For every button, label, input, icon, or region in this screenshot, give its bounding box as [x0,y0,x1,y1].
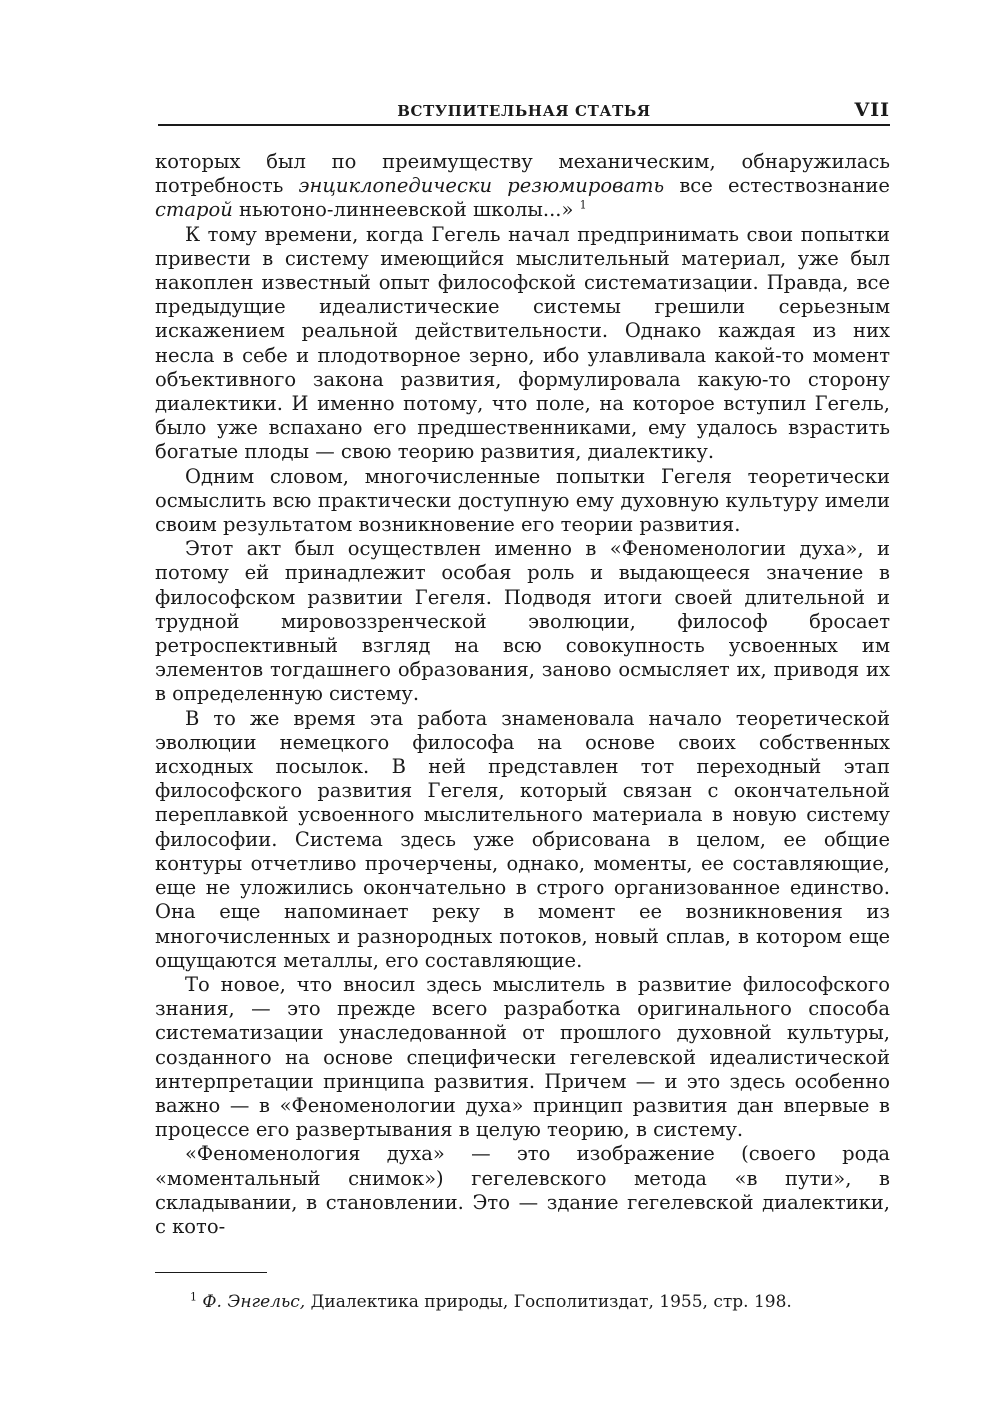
paragraph-1 [155,150,890,223]
footnote [190,1290,792,1314]
running-title: ВСТУПИТЕЛЬНАЯ СТАТЬЯ [397,102,651,120]
paragraph-1-emphasis-a: энциклопедически резюмировать [298,174,665,198]
body-text [155,150,890,1239]
paragraph-4: Этот акт был осуществлен именно в «Феноменологии духа», и потому ей принадлежит особая роль и выдающееся значение в философском развитии Гегеля. Подводя итоги своей длительной и трудной мировоззренческой эволюции, философ бросает ретроспективный взгляд на всю совокупность усвоенных им элементов тогдашнего образования, заново осмысляет их, приводя их в определенную систему. [155,537,890,706]
paragraph-1-text-b: все естествознание [664,174,890,198]
running-header [158,100,890,126]
footnote-reference: 1 [579,198,587,212]
footnote-text: Диалектика природы, Госполитиздат, 1955, стр. 198. [305,1292,792,1312]
paragraph-7: «Феноменология духа» — это изображение (своего рода «моментальный снимок») гегелевского метода «в пути», в складывании, в становлении. Это — здание гегелевской диалектики, с кото- [155,1142,890,1238]
footnote-number: 1 [190,1290,197,1304]
footnote-divider [155,1272,267,1273]
paragraph-1-emphasis-b: старой [155,198,233,222]
paragraph-1-text-a: которых был по преимуществу механическим, обнаружилась потребность [155,150,890,198]
paragraph-3: Одним словом, многочисленные попытки Гегеля теоретически осмыслить всю практически доступную ему духовную культуру имели своим результатом возникновение его теории развития. [155,464,890,537]
paragraph-5: В то же время эта работа знаменовала начало теоретической эволюции немецкого философа на основе своих собственных исходных посылок. В ней представлен тот переходный этап философского развития Гегеля, который связан с окончательной переплавкой усвоенного мыслительного материала в новую систему философии. Система здесь уже обрисована в целом, ее общие контуры отчетливо прочерчены, однако, моменты, ее составляющие, еще не уложились окончательно в строго организованное единство. Она еще напоминает реку в момент ее возникновения из многочисленных и разнородных потоков, новый сплав, в котором еще ощущаются металлы, его составляющие. [155,706,890,972]
footnote-author: Ф. Энгельс, [202,1292,306,1312]
paragraph-6: То новое, что вносил здесь мыслитель в развитие философского знания, — это прежде всего разработка оригинального способа систематизации унаследованной от прошлого духовной культуры, созданного на основе специфически гегелевской идеалистической интерпретации принципа развития. Причем — и это здесь особенно важно — в «Феноменологии духа» принцип развития дан впервые в процессе его развертывания в целую теорию, в систему. [155,972,890,1142]
paragraph-1-text-c: ньютоно-линнеевской школы...» [232,198,580,222]
paragraph-2: К тому времени, когда Гегель начал предпринимать свои попытки привести в систему имеющийся мыслительный материал, уже был накоплен известный опыт философской систематизации. Правда, все предыдущие идеалистические системы грешили серьезным искажением реальной действительности. Однако каждая из них несла в себе и плодотворное зерно, ибо улавливала какой-то момент объективного закона развития, формулировала какую-то сторону диалектики. И именно потому, что поле, на которое вступил Гегель, было уже вспахано его предшественниками, ему удалось взрастить богатые плоды — свою теорию развития, диалектику. [155,222,890,464]
page-number: VII [854,99,890,121]
